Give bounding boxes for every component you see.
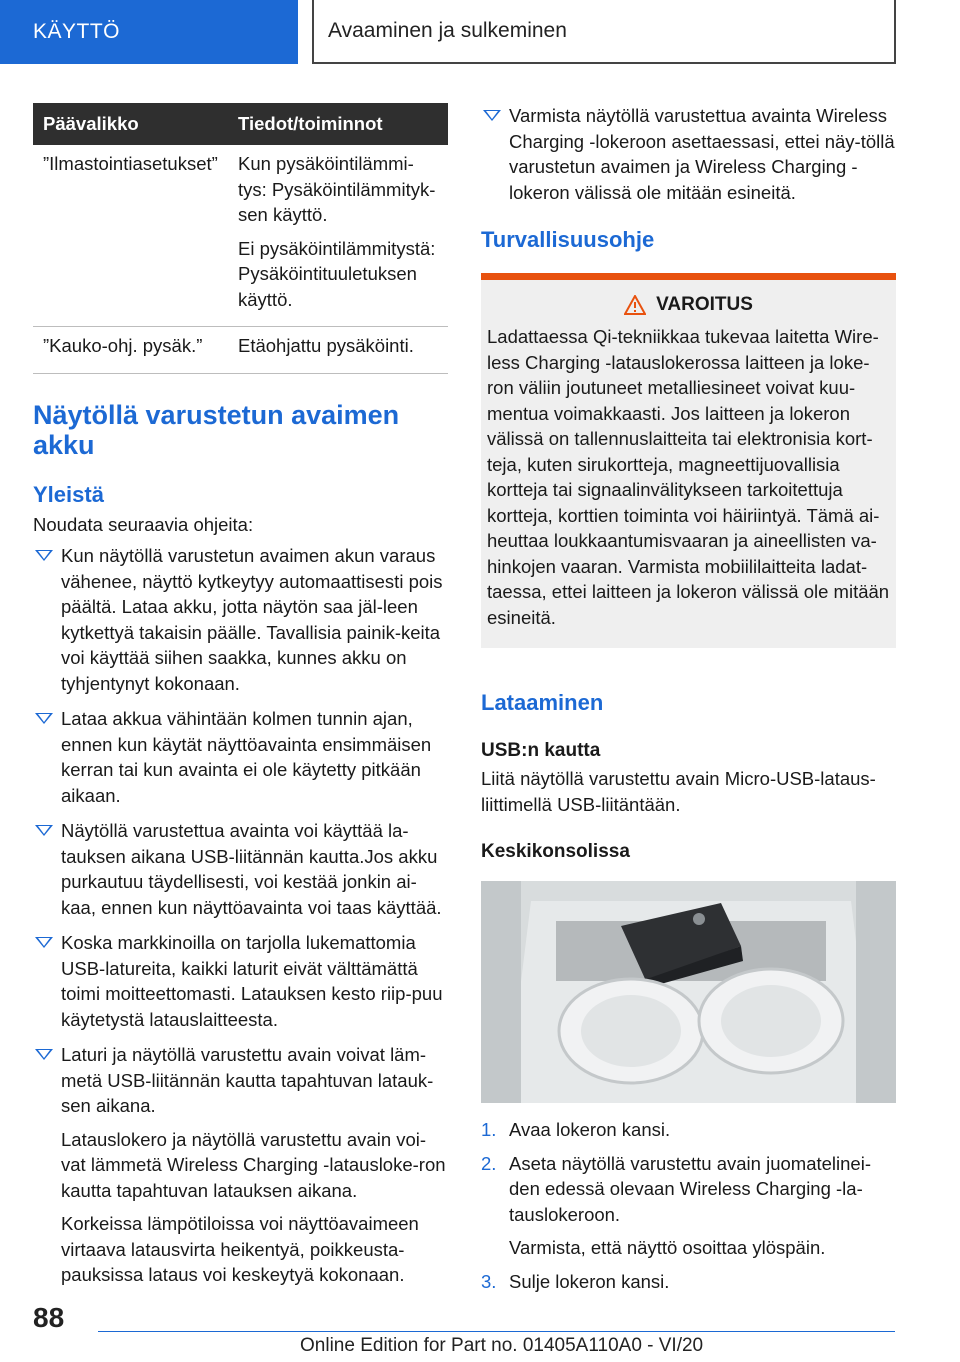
warning-text: Ladattaessa Qi-tekniikkaa tukevaa laitetta Wire-less Charging -latauslokerossa laitteen ja loke-ron väliin joutuneet metalliesineet voivat kuu-mentua voimakkaasti. Jos laitteen ja lokeron välissä on tallennuslaitteita tai elektronisia kort-teja, kuten sirukortteja, magneettijuovallisia kortteja tai signaalinvälitykseen tarkoitettuja kortteja, korttien toiminta voi häiriintyä. Tämä ai-heuttaa loukkaantumisvaaran ja aineellisten va-hinkojen vaaran. Varmista mobiililaitteita ladat-taessa, ettei laitteen ja lokeron välissä ole mitään esineitä.	[487, 326, 890, 628]
console-photo	[481, 881, 896, 1103]
bullet-triangle-icon	[35, 713, 53, 724]
table-row	[33, 327, 448, 374]
table-header-row	[33, 103, 448, 145]
bullet-text: Kun näytöllä varustetun avaimen akun varaus vähenee, näyttö kytkeytyy automaattisesti pois päältä. Lataa akku, jotta näytön saa jäl-leen kytkettyä takaisin päälle. Tavallisia painik-keita voi käyttää siihen saakka, kunnes akku on tyhjentynyt kokonaan.	[61, 545, 443, 694]
charging-heading: Lataaminen	[481, 690, 604, 715]
battery-heading: Näytöllä varustetun avaimen akku	[33, 399, 400, 460]
safety-heading: Turvallisuusohje	[481, 227, 655, 252]
right-column	[481, 103, 896, 1302]
bullet-triangle-icon	[483, 110, 501, 121]
console-illustration	[481, 881, 896, 1103]
step-text: Aseta näytöllä varustettu avain juomatelinei-den edessä olevaan Wireless Charging -la-tauslokeroon.	[509, 1152, 871, 1225]
bullet-text: Varmista näytöllä varustettua avainta Wireless Charging -lokeroon asettaessasi, ettei näy-töllä varustetun avaimen ja Wireless Charging -lokeron välissä ole mitään esineitä.	[509, 105, 895, 203]
bullet-text: Lataa akkua vähintään kolmen tunnin ajan, ennen kun käytät näyttöavainta ensimmäisen kerran tai kun avainta ei ole käytetty pitkään aikaan.	[61, 708, 432, 806]
bullet-text: Koska markkinoilla on tarjolla lukemattomia USB-latureita, kaikki laturit eivät välttämättä toimi moitteettomasti. Latauksen kesto riip-puu käytetystä latauslaitteesta.	[61, 932, 443, 1030]
page-number: 88	[33, 1302, 65, 1333]
chapter-title: Avaaminen ja sulkeminen	[328, 19, 567, 42]
table-header-menu: Päävalikko	[33, 103, 228, 145]
table-cell-details	[228, 145, 448, 327]
usb-text: Liitä näytöllä varustettu avain Micro-USB-lataus-liittimellä USB-liitäntään.	[481, 768, 876, 815]
table-row	[33, 145, 448, 327]
list-item	[33, 706, 448, 808]
step-extra-text: Varmista, että näyttö osoittaa ylöspäin.	[509, 1237, 826, 1258]
menu-table	[33, 103, 448, 374]
step-text: Sulje lokeron kansi.	[509, 1270, 670, 1292]
footer-edition: Online Edition for Part no. 01405A110A0 - VI/20	[300, 1335, 704, 1356]
warning-bar	[481, 273, 896, 280]
table-cell-details	[228, 327, 448, 374]
bullet-extra-text: Korkeissa lämpötiloissa voi näyttöavaimeen virtaava latausvirta heikentyä, poikkeusta-pauksissa lataus voi keskeytyä kokonaan.	[61, 1213, 419, 1285]
list-item	[33, 818, 448, 920]
warning-title: VAROITUS	[656, 294, 753, 315]
list-item	[481, 1117, 896, 1143]
intro-text: Noudata seuraavia ohjeita:	[33, 513, 254, 535]
warning-box	[481, 280, 896, 648]
section-tab[interactable]	[0, 0, 298, 64]
bullet-triangle-icon	[35, 825, 53, 836]
bullet-text: Laturi ja näytöllä varustettu avain voivat läm-metä USB-liitännän kautta tapahtuvan latauk-sen aikana.	[61, 1044, 434, 1116]
step-number: 2.	[481, 1152, 497, 1174]
general-heading: Yleistä	[33, 481, 104, 507]
console-heading: Keskikonsolissa	[481, 841, 630, 862]
bullet-triangle-icon	[35, 1049, 53, 1060]
section-title: KÄYTTÖ	[33, 20, 121, 43]
usb-heading: USB:n kautta	[481, 740, 601, 761]
list-item	[33, 1042, 448, 1288]
list-item	[481, 1151, 896, 1261]
table-header-details: Tiedot/toiminnot	[228, 103, 448, 145]
bullet-triangle-icon	[35, 550, 53, 561]
table-cell-menu: ”Ilmastointiasetukset”	[33, 145, 228, 327]
bullet-triangle-icon	[35, 937, 53, 948]
bullet-text: Näytöllä varustettua avainta voi käyttää la-tauksen aikana USB-liitännän kautta.Jos akku purkautuu täydellisesti, voi kestää jonkin ai-kaa, ennen kun näyttöavainta voi taas käyttää.	[61, 820, 442, 918]
details-paragraph: Ei pysäköintilämmitystä: Pysäköintituuletuksen käyttö.	[238, 237, 436, 310]
step-number: 1.	[481, 1119, 497, 1140]
chapter-header	[312, 0, 896, 64]
step-number: 3.	[481, 1270, 497, 1292]
warning-triangle-icon	[624, 295, 646, 315]
details-paragraph: Kun pysäköintilämmi-tys: Pysäköintilämmityk-sen käyttö.	[238, 153, 436, 225]
warning-title-row	[487, 294, 890, 316]
footer-divider	[98, 1331, 895, 1332]
step-text: Avaa lokeron kansi.	[509, 1119, 671, 1140]
list-item	[481, 1269, 896, 1295]
list-item	[33, 930, 448, 1032]
table-cell-menu: ”Kauko-ohj. pysäk.”	[33, 327, 228, 374]
battery-bullet-list	[33, 543, 448, 1288]
left-column	[33, 103, 448, 1298]
bullet-extra-text: Latauslokero ja näytöllä varustettu avain voi-vat lämmetä Wireless Charging -latausloke-ron kautta tapahtuvan latauksen aikana.	[61, 1128, 446, 1201]
battery-bullet-list-continued	[481, 103, 896, 205]
details-paragraph: Etäohjattu pysäköinti.	[238, 335, 414, 356]
charging-steps	[481, 1117, 896, 1294]
list-item	[481, 103, 896, 205]
list-item	[33, 543, 448, 696]
